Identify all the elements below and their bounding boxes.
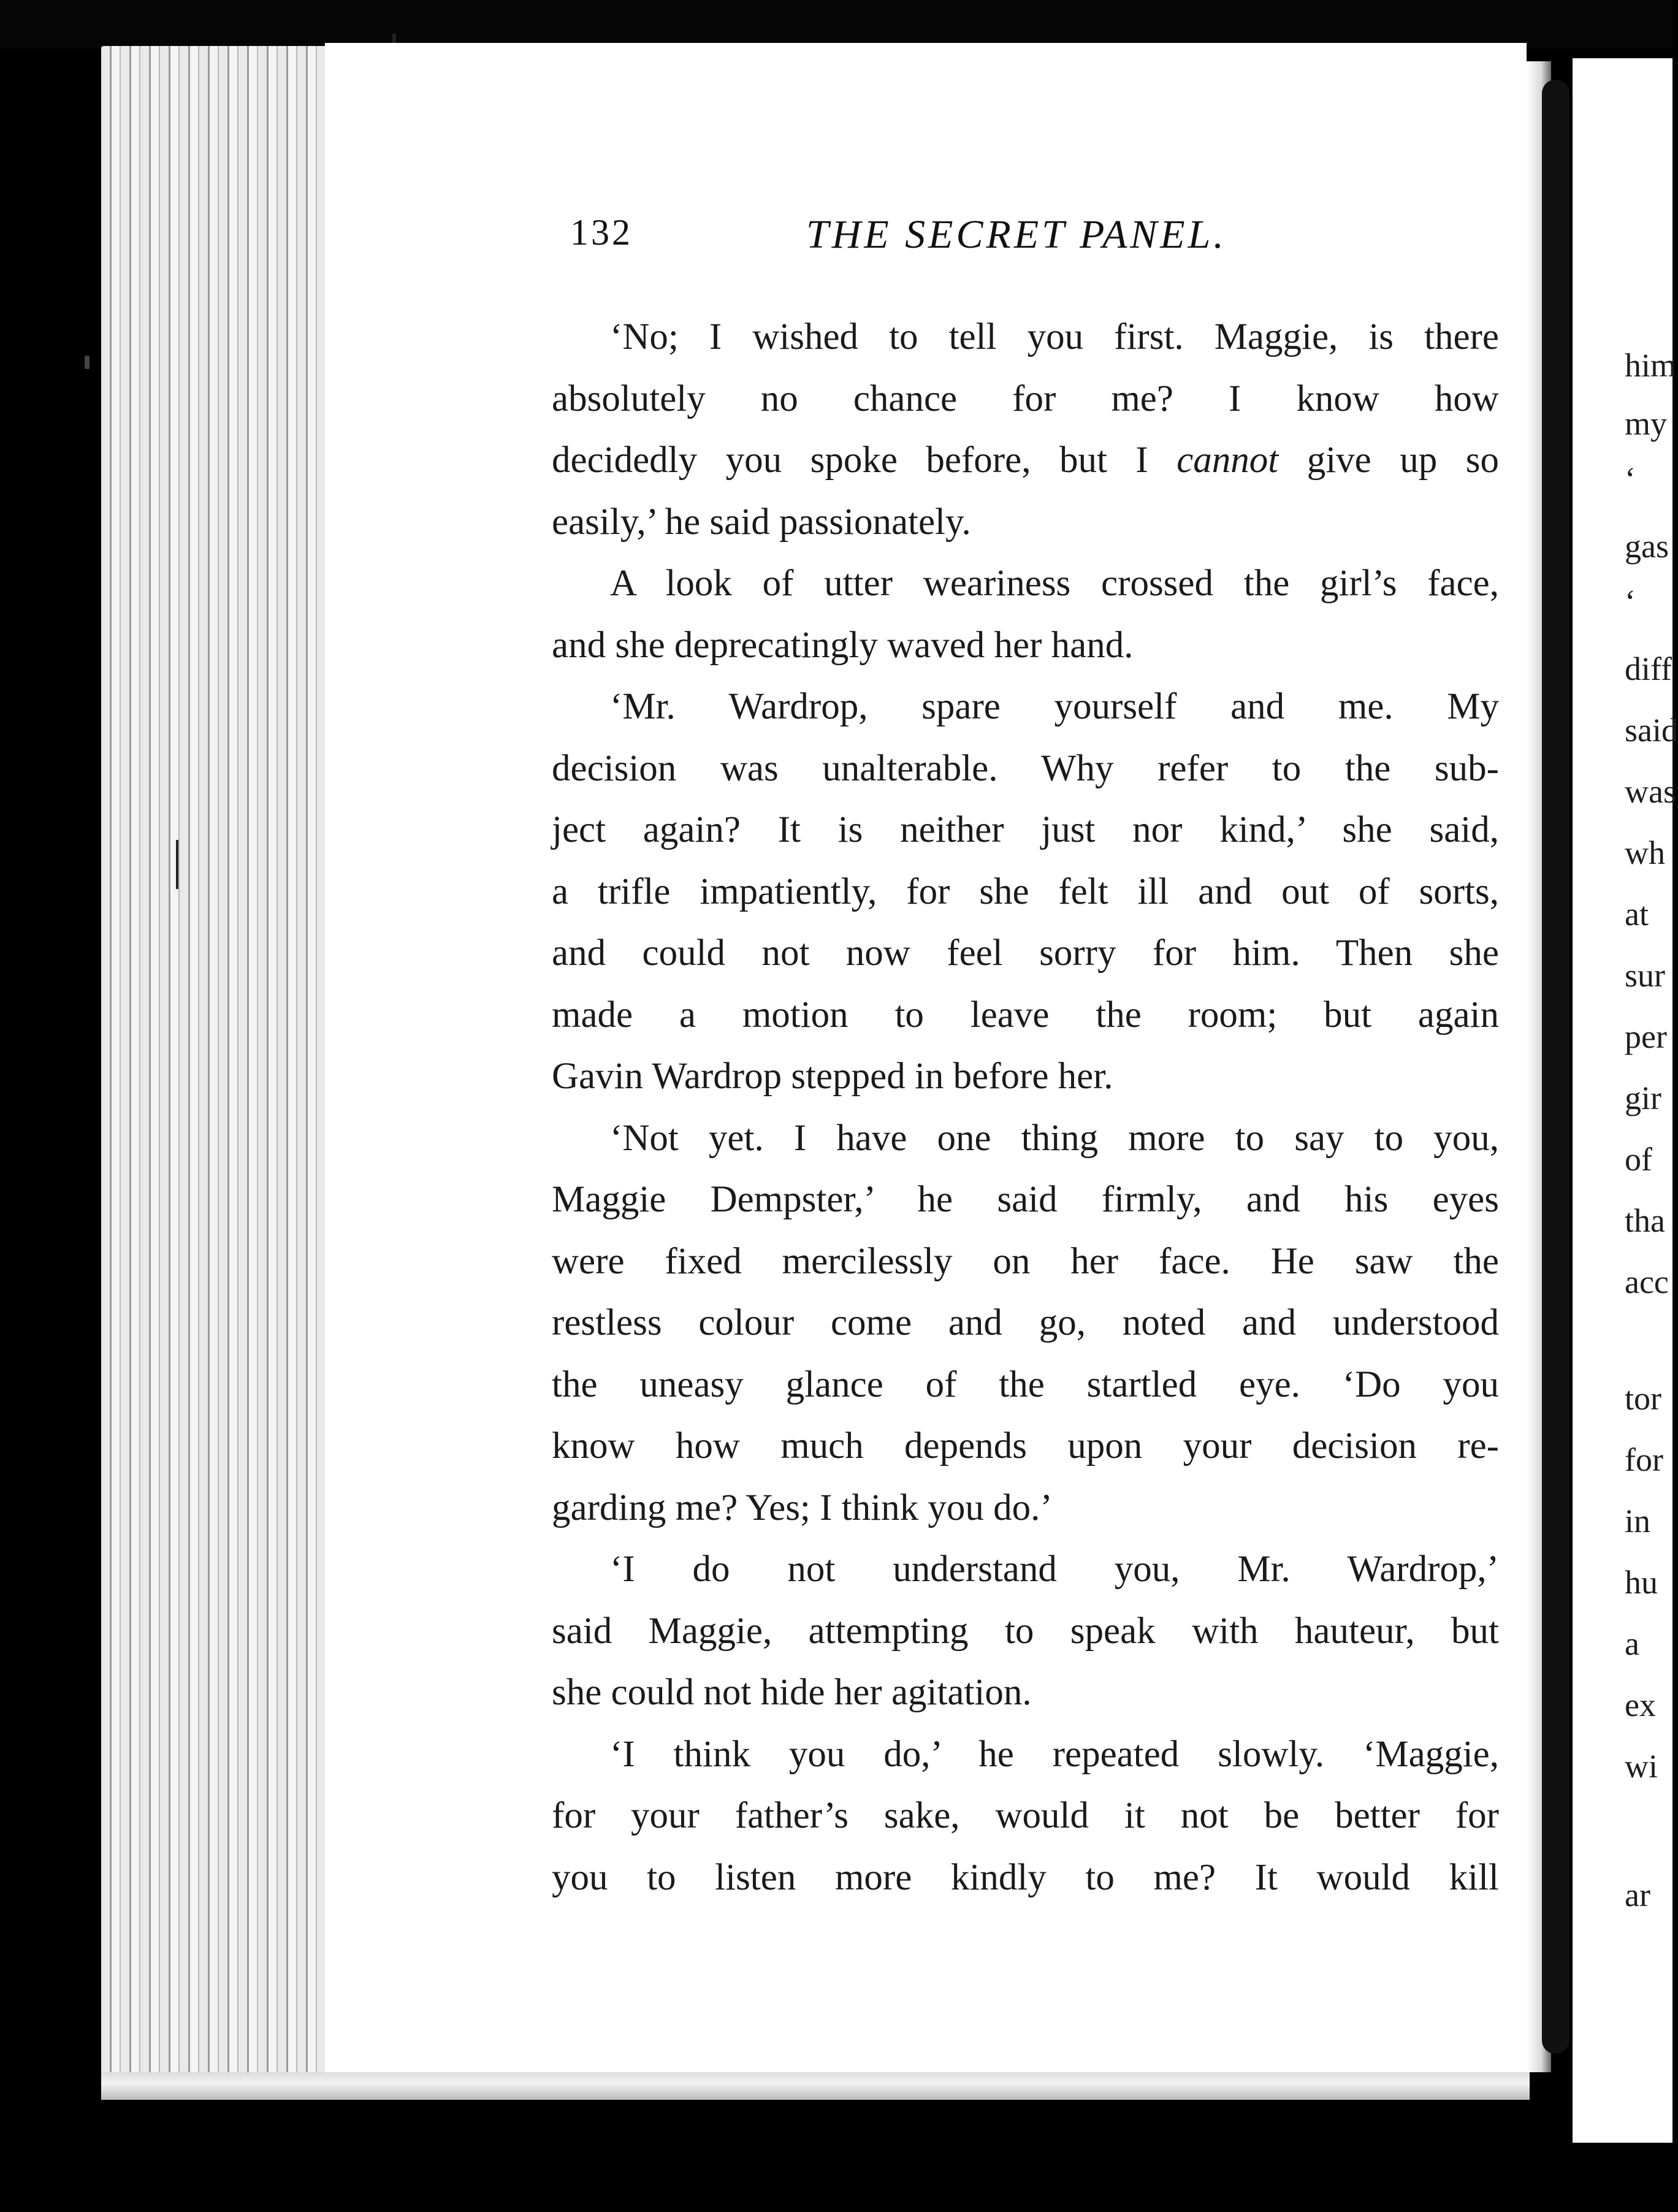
book-title: THE SECRET PANEL.: [806, 212, 1227, 257]
next-page-fragment: was: [1625, 773, 1676, 810]
paragraph: [552, 307, 1499, 553]
next-page-fragment: said: [1625, 712, 1678, 749]
text-line: and she deprecatingly waved her hand.: [552, 624, 1134, 666]
text-line: absolutely no chance for me? I know how: [552, 378, 1499, 419]
book-gutter: [1542, 80, 1569, 2054]
next-page-fragment: ar: [1625, 1877, 1650, 1913]
next-page-fragment: for: [1625, 1441, 1663, 1478]
next-page-fragment: at: [1625, 896, 1649, 932]
text-line: and could not now feel sorry for him. Then she: [552, 932, 1499, 974]
next-page-fragment: him: [1625, 347, 1677, 384]
text-line: Gavin Wardrop stepped in before her.: [552, 1056, 1113, 1097]
text-line: ject again? It is neither just nor kind,’ she said,: [552, 809, 1499, 850]
text-line: ‘No; I wished to tell you first. Maggie, is there: [610, 316, 1499, 357]
next-page-fragment: tha: [1625, 1202, 1665, 1239]
next-page-fragment: ex: [1625, 1687, 1656, 1723]
text-segment: give up so: [1278, 440, 1499, 481]
text-line: made a motion to leave the room; but again: [552, 994, 1499, 1035]
next-page-fragment: of: [1625, 1141, 1652, 1178]
page-edges-bottom: [101, 2072, 1530, 2100]
next-page-fragment: gir: [1625, 1080, 1661, 1116]
paragraph: [552, 553, 1499, 676]
text-line: ‘I do not understand you, Mr. Wardrop,’: [610, 1549, 1499, 1590]
text-line: Maggie Dempster,’ he said firmly, and his eyes: [552, 1179, 1499, 1220]
paragraph: [552, 676, 1499, 1108]
next-page-fragment: a: [1625, 1625, 1639, 1662]
next-page-fragment: ‘: [1625, 460, 1636, 497]
next-page-fragment: in: [1625, 1503, 1651, 1539]
text-line: [552, 430, 1499, 492]
next-page-fragment: sur: [1625, 957, 1665, 994]
paragraph: [552, 1724, 1499, 1909]
next-page-fragment: wi: [1625, 1748, 1658, 1785]
paragraph: [552, 1539, 1499, 1724]
text-line: ‘I think you do,’ he repeated slowly. ‘Maggie,: [610, 1733, 1499, 1775]
next-page-fragment: per: [1625, 1018, 1667, 1055]
text-line: the uneasy glance of the startled eye. ‘Do you: [552, 1363, 1499, 1405]
text-line: were fixed mercilessly on her face. He saw the: [552, 1240, 1499, 1282]
next-page-fragment: diff: [1625, 650, 1672, 687]
next-page-fragment: ‘: [1625, 583, 1636, 620]
scan-mark: [85, 356, 90, 369]
text-line: garding me? Yes; I think you do.’: [552, 1487, 1053, 1528]
scan-mark: [176, 840, 178, 889]
text-line: restless colour come and go, noted and understood: [552, 1302, 1499, 1343]
next-page-fragment: wh: [1625, 834, 1665, 871]
text-line: A look of utter weariness crossed the girl’s face,: [610, 563, 1499, 604]
text-line: said Maggie, attempting to speak with hauteur, but: [552, 1610, 1499, 1652]
text-line: for your father’s sake, would it not be better for: [552, 1795, 1499, 1836]
next-page-fragment: tor: [1625, 1380, 1661, 1417]
text-line: she could not hide her agitation.: [552, 1672, 1032, 1713]
scan-top-border: [0, 0, 1672, 49]
next-page-fragment: acc: [1625, 1264, 1669, 1300]
text-segment: decidedly you spoke before, but I: [552, 440, 1177, 481]
body-text: [552, 307, 1499, 1909]
next-page-fragment: hu: [1625, 1564, 1658, 1601]
emphasized-word: cannot: [1177, 440, 1279, 481]
text-line: ‘Not yet. I have one thing more to say to you,: [610, 1117, 1499, 1159]
next-page-fragment: my: [1625, 405, 1668, 442]
page-number: 132: [570, 212, 633, 253]
text-line: ‘Mr. Wardrop, spare yourself and me. My: [610, 686, 1499, 727]
text-line: you to listen more kindly to me? It would kill: [552, 1856, 1499, 1898]
running-head: [570, 212, 1459, 267]
text-line: decision was unalterable. Why refer to the sub-: [552, 747, 1499, 789]
next-page-fragment: gas: [1625, 528, 1669, 565]
text-line: know how much depends upon your decision re-: [552, 1425, 1499, 1466]
text-line: easily,’ he said passionately.: [552, 501, 971, 543]
text-line: a trifle impatiently, for she felt ill and out of sorts,: [552, 871, 1499, 912]
paragraph: [552, 1108, 1499, 1539]
right-page-sliver: [1573, 58, 1678, 2143]
stacked-page-edges: [101, 46, 334, 2100]
